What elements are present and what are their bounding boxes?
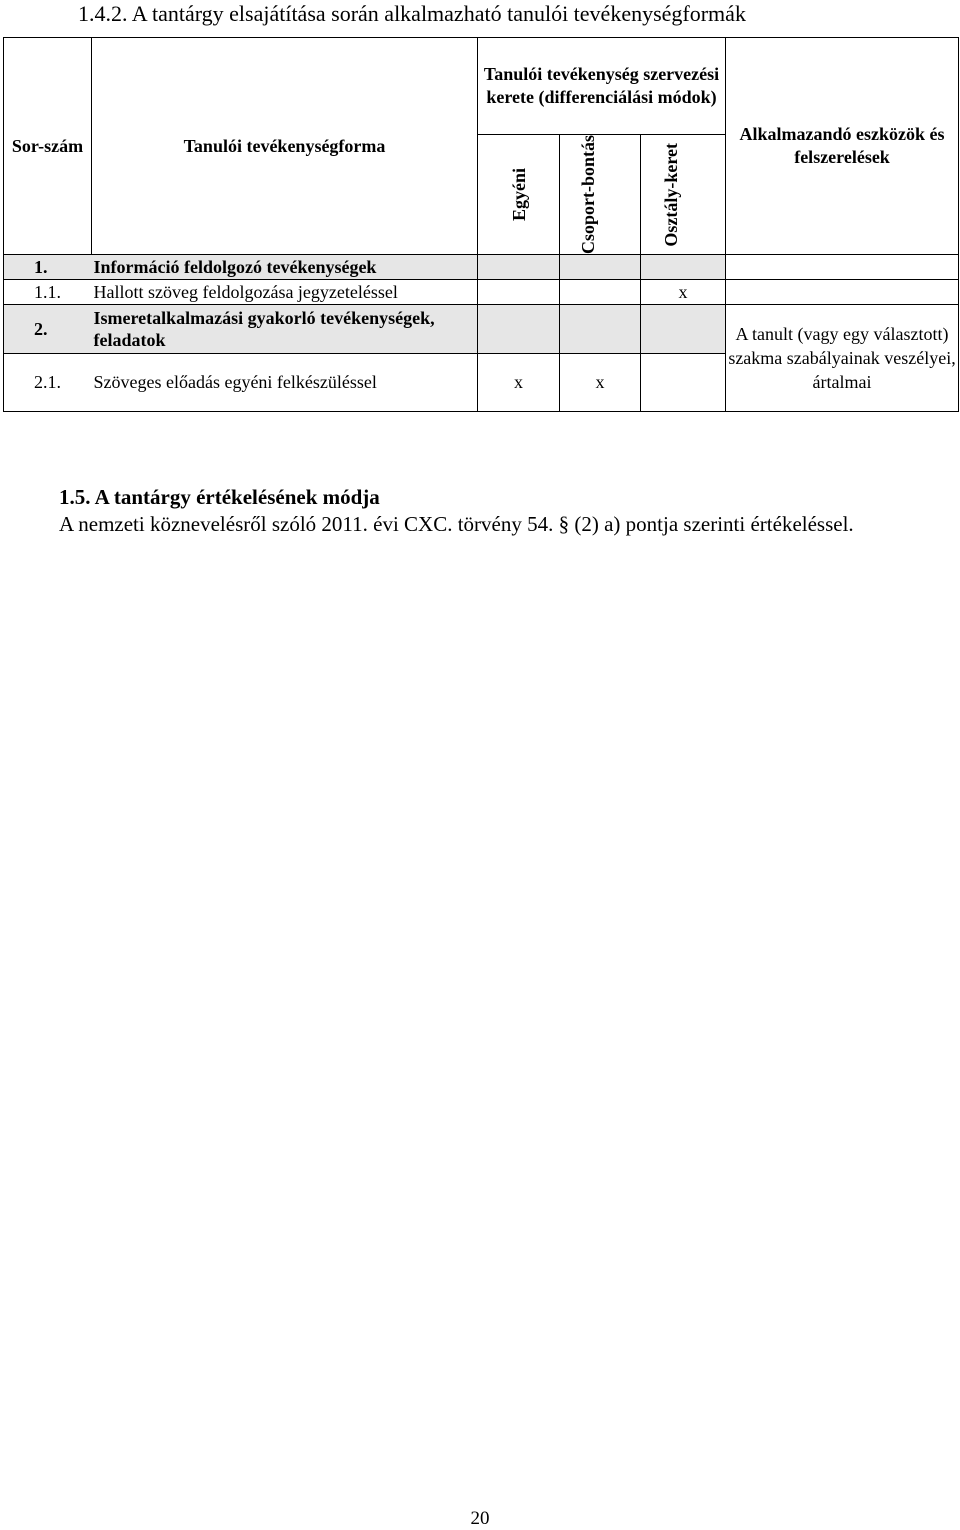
row-eszkoz (726, 280, 959, 305)
row-csoport (560, 305, 641, 354)
row-csoport (560, 255, 641, 280)
row-egyeni: x (478, 354, 560, 412)
activity-table (3, 37, 959, 412)
row-osztaly (641, 305, 726, 354)
page-number: 20 (470, 1508, 490, 1529)
row-osztaly (641, 255, 726, 280)
header-csoport-cell (560, 135, 641, 255)
evaluation-body: A nemzeti köznevelésről szóló 2011. évi CXC. törvény 54. § (2) a) pontja szerinti értékeléssel. (59, 512, 854, 536)
header-sorszam: Sor-szám (4, 38, 92, 255)
row-csoport (560, 280, 641, 305)
evaluation-title: 1.5. A tantárgy értékelésének módja (59, 485, 380, 509)
header-egyeni-cell (478, 135, 560, 255)
row-text: Szöveges előadás egyéni felkészüléssel (92, 354, 478, 412)
row-osztaly: x (641, 280, 726, 305)
table-row (4, 280, 959, 305)
row-text: Információ feldolgozó tevékenységek (92, 255, 478, 280)
table-row (4, 255, 959, 280)
header-egyeni: Egyéni (508, 168, 529, 222)
row-egyeni (478, 305, 560, 354)
row-number: 2.1. (4, 354, 92, 412)
table-row (4, 305, 959, 354)
row-number: 1. (4, 255, 92, 280)
header-eszkozok: Alkalmazandó eszközök és felszerelések (726, 38, 959, 255)
row-egyeni (478, 255, 560, 280)
row-eszkoz: A tanult (vagy egy választott) szakma szabályainak veszélyei, ártalmai (726, 305, 959, 412)
header-forma: Tanulói tevékenységforma (92, 38, 478, 255)
header-osztaly: Osztály-keret (661, 142, 681, 247)
header-osztaly-cell (641, 135, 726, 255)
row-number: 1.1. (4, 280, 92, 305)
row-number: 2. (4, 305, 92, 354)
row-text: Hallott szöveg feldolgozása jegyzeteléssel (92, 280, 478, 305)
header-csoport: Csoport-bontás (578, 135, 598, 255)
header-group: Tanulói tevékenység szervezési kerete (differenciálási módok) (478, 38, 726, 135)
row-eszkoz (726, 255, 959, 280)
row-osztaly (641, 354, 726, 412)
section-heading: 1.4.2. A tantárgy elsajátítása során alkalmazható tanulói tevékenységformák (78, 1, 746, 26)
row-egyeni (478, 280, 560, 305)
row-csoport: x (560, 354, 641, 412)
table-header-row (4, 38, 959, 135)
evaluation-section (59, 484, 959, 538)
row-text: Ismeretalkalmazási gyakorló tevékenységek, feladatok (92, 305, 478, 354)
